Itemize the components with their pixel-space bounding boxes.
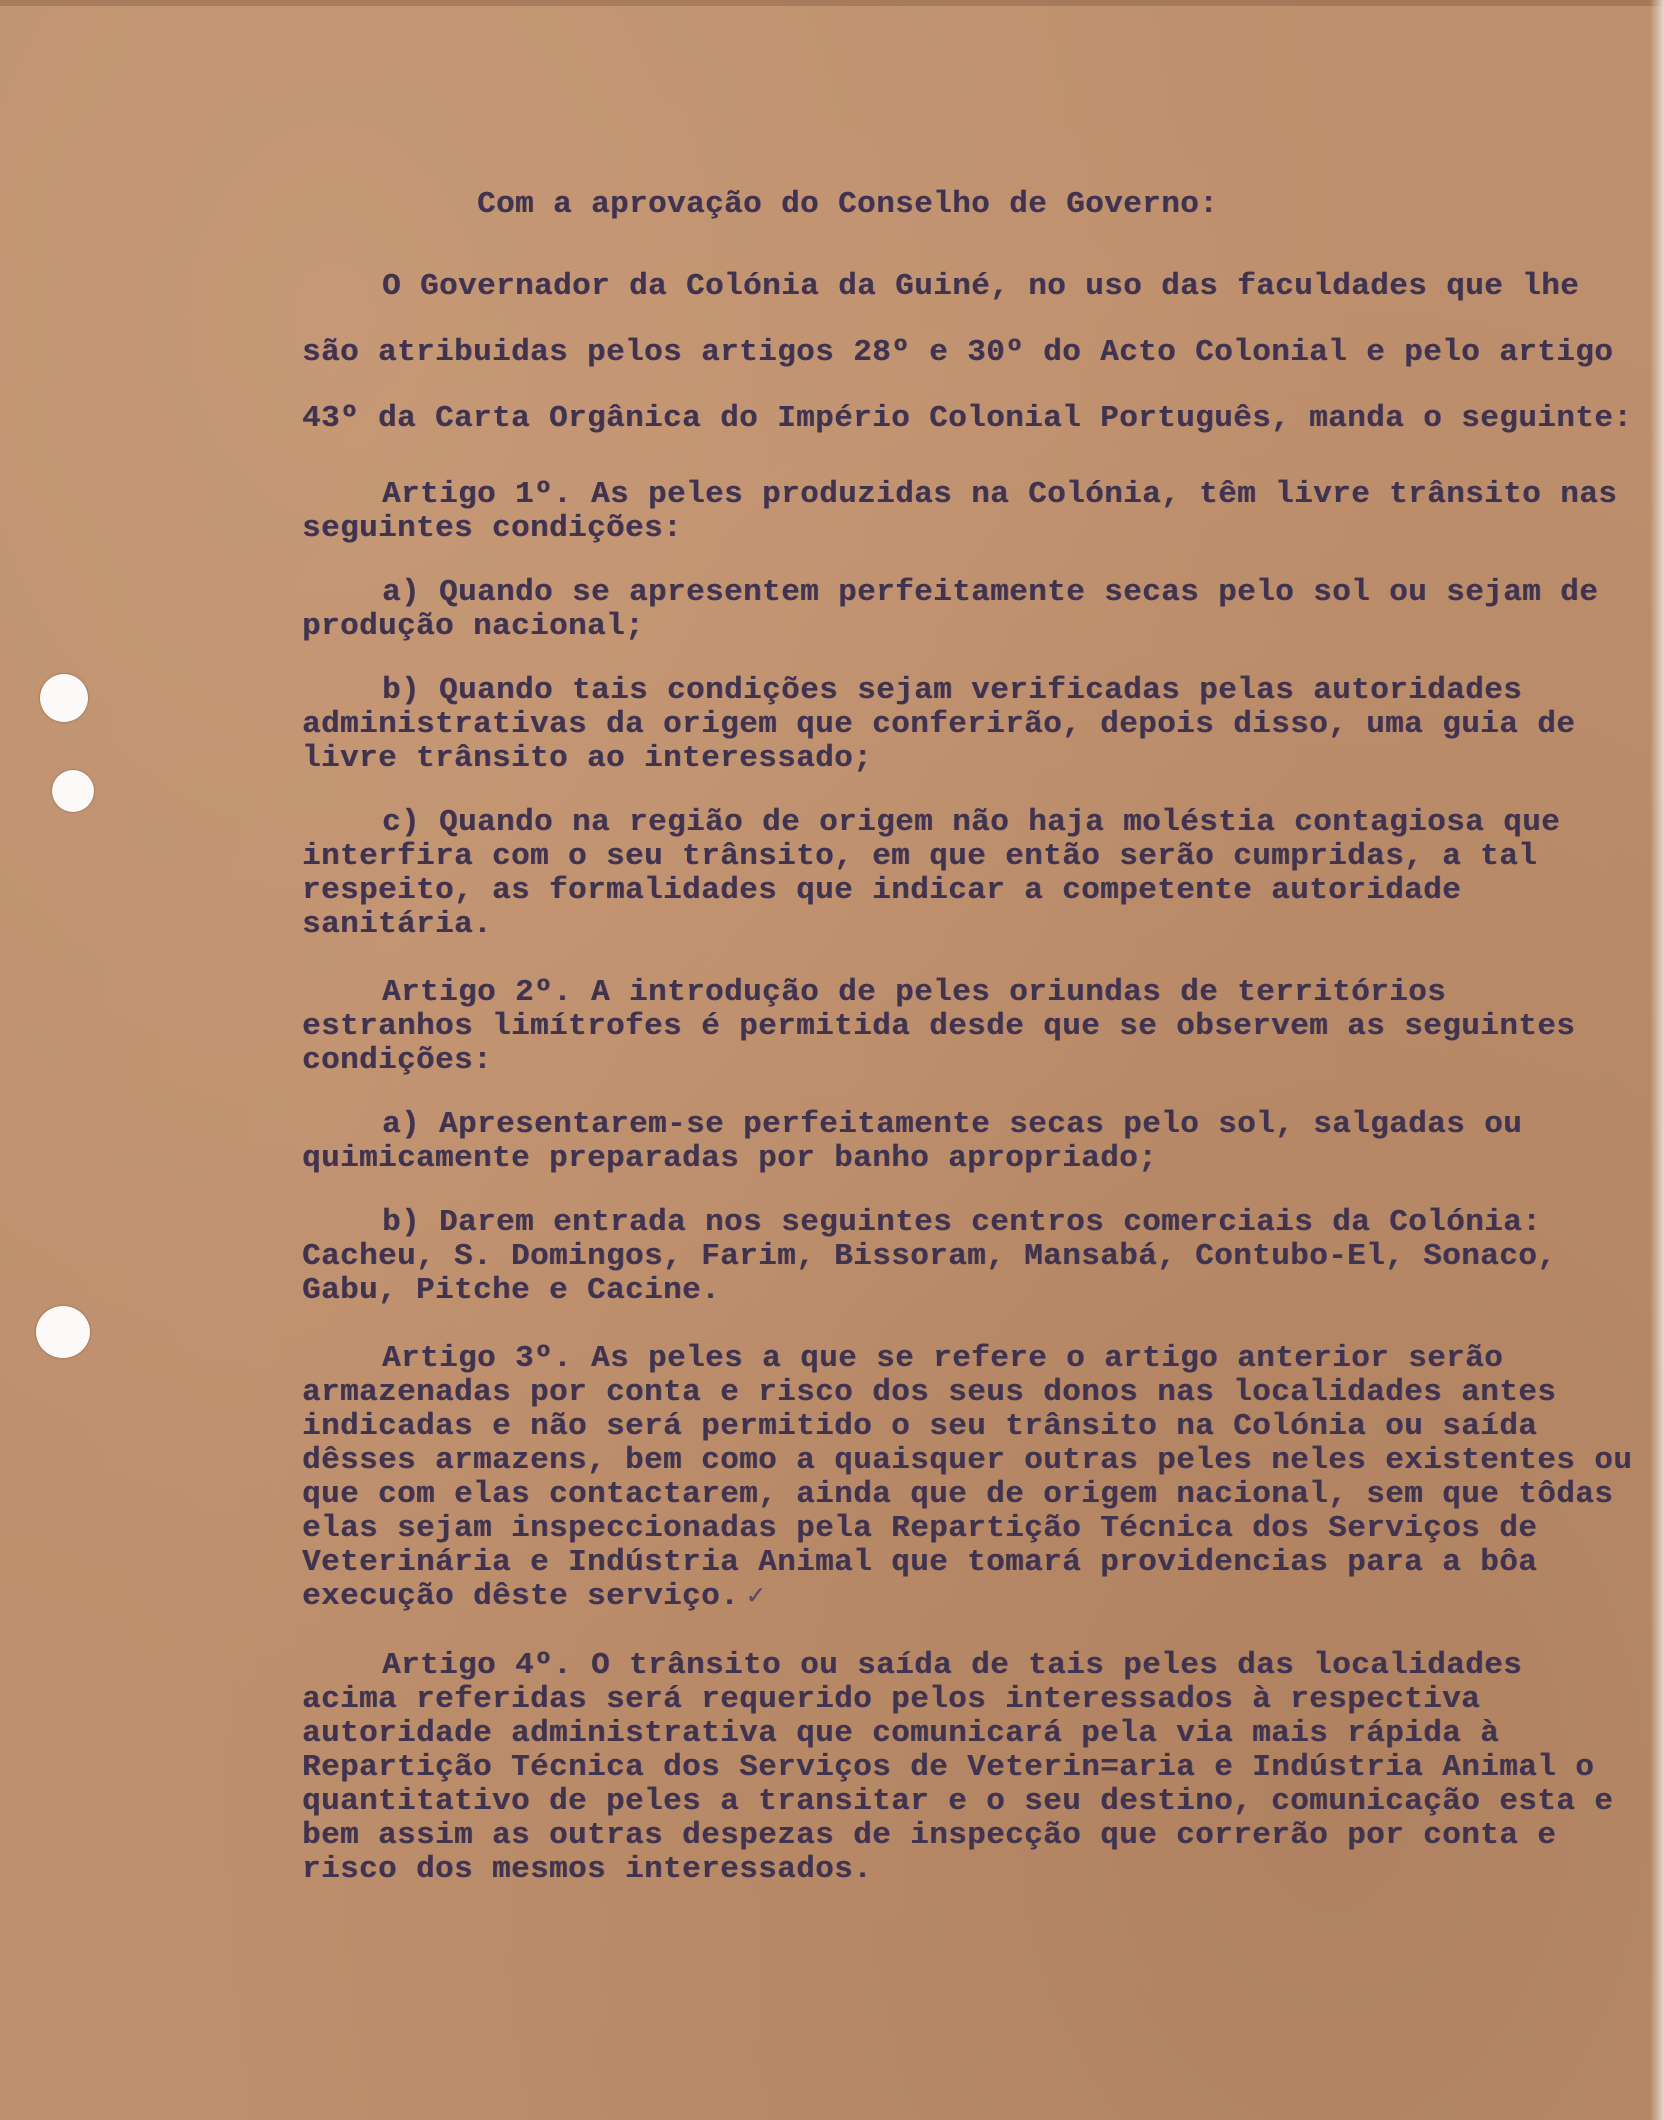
article-2-clause-a: a) Apresentarem-se perfeitamente secas pelo sol, salgadas ou quimicamente preparadas por banho apropriado; bbox=[302, 1107, 1523, 1176]
article-1-clause-a: a) Quando se apresentem perfeitamente secas pelo sol ou sejam de produção nacional; bbox=[302, 575, 1599, 644]
article-3-paragraph bbox=[302, 1342, 1636, 1615]
punch-hole-icon bbox=[40, 674, 88, 722]
article-2-intro: Artigo 2º. A introdução de peles oriundas de territórios estranhos limítrofes é permitida desde que se observem as seguintes condições: bbox=[302, 975, 1576, 1078]
paper-right-edge bbox=[1650, 0, 1664, 2120]
article-1-intro: Artigo 1º. As peles produzidas na Colónia, têm livre trânsito nas seguintes condições: bbox=[302, 477, 1618, 546]
checkmark-icon: ✓ bbox=[747, 1582, 765, 1613]
document-body bbox=[302, 186, 1636, 1887]
article-1-clause-b: b) Quando tais condições sejam verificadas pelas autoridades administrativas da origem que conferirão, depois disso, uma guia de livre trânsito ao interessado; bbox=[302, 673, 1576, 776]
article-4-paragraph: Artigo 4º. O trânsito ou saída de tais peles das localidades acima referidas será requerido pelos interessados à respectiva autoridade administrativa que comunicará pela via mais rápida à Repartição Técnica dos Serviços de Veterin=aria e Indústria Animal o quantitativo de peles a transitar e o seu destino, comunicação esta e bem assim as outras despezas de inspecção que correrão por conta e risco dos mesmos interessados. bbox=[302, 1648, 1614, 1887]
punch-hole-icon bbox=[52, 770, 94, 812]
article-2-clause-b: b) Darem entrada nos seguintes centros comerciais da Colónia: Cacheu, S. Domingos, Farim, Bissoram, Mansabá, Contubo-El, Sonaco, Gabu, Pitche e Cacine. bbox=[302, 1205, 1557, 1308]
punch-hole-icon bbox=[36, 1306, 90, 1358]
document-heading: Com a aprovação do Conselho de Governo: bbox=[477, 187, 1219, 222]
paper-top-edge bbox=[0, 0, 1664, 6]
article-1-clause-c: c) Quando na região de origem não haja moléstia contagiosa que interfira com o seu trânsito, em que então serão cumpridas, a tal respeito, as formalidades que indicar a competente autoridade sanitária. bbox=[302, 805, 1561, 942]
article-3-text: Artigo 3º. As peles a que se refere o artigo anterior serão armazenadas por conta e risco dos seus donos nas localidades antes indicadas e não será permitido o seu trânsito na Colónia ou saída dêsses armazens, bem como a quaisquer outras peles neles existentes ou que com elas contactarem, ainda que de origem nacional, sem que tôdas elas sejam inspeccionadas pela Repartição Técnica dos Serviços de Veterinária e Indústria Animal que tomará providencias para a bôa execução dêste serviço. bbox=[302, 1341, 1633, 1614]
preamble-paragraph: O Governador da Colónia da Guiné, no uso das faculdades que lhe são atribuidas pelos artigos 28º e 30º do Acto Colonial e pelo artigo 43º da Carta Orgânica do Império Colonial Português, manda o seguinte: bbox=[302, 269, 1633, 436]
